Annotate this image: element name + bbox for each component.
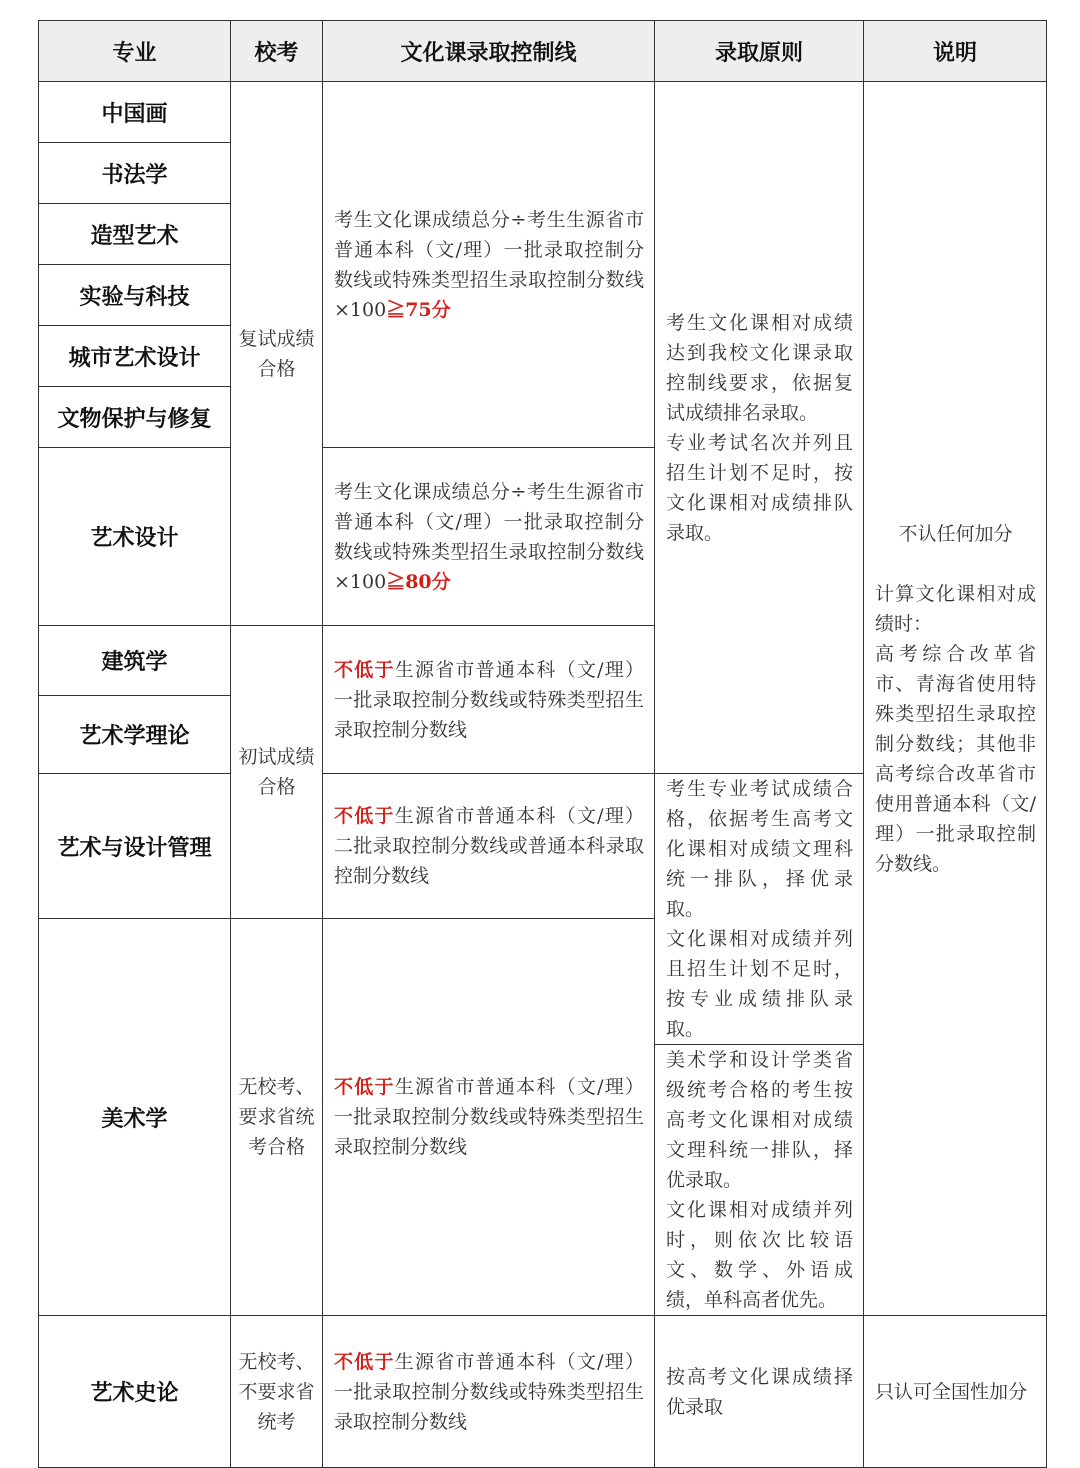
major-cell: 艺术史论 (39, 1316, 231, 1468)
table-row (39, 82, 1047, 143)
cultural-line-text: 生源省市普通本科（文/理）二批录取控制分数线或普通本科录取控制分数线 (334, 805, 644, 887)
note-cell: 只认可全国性加分 (864, 1316, 1047, 1468)
major-cell: 文物保护与修复 (39, 387, 231, 448)
principle-cell: 按高考文化课成绩择优录取 (655, 1316, 864, 1468)
cultural-line-value: ≧75分 (386, 298, 451, 321)
principle-cell: 美术学和设计学类省级统考合格的考生按高考文化课相对成绩文理科统一排队，择优录取。 文化课相对成绩并列时，则依次比较语文、数学、外语成绩，单科高者优先。 (655, 1045, 864, 1316)
cultural-line-cell (323, 448, 655, 626)
major-cell: 城市艺术设计 (39, 326, 231, 387)
principle-cell: 考生文化课相对成绩达到我校文化课录取控制线要求，依据复试成绩排名录取。 专业考试名次并列且招生计划不足时，按文化课相对成绩排队录取。 (655, 82, 864, 774)
cultural-line-lead: 不低于 (334, 1076, 395, 1098)
note-cell (864, 82, 1047, 1316)
table-row (39, 1316, 1047, 1468)
major-cell: 建筑学 (39, 626, 231, 696)
major-cell: 造型艺术 (39, 204, 231, 265)
header-row (39, 21, 1047, 82)
cultural-line-cell (323, 82, 655, 448)
admission-table (38, 20, 1047, 1468)
header-major: 专业 (39, 21, 231, 82)
cultural-line-cell (323, 919, 655, 1316)
header-principle: 录取原则 (655, 21, 864, 82)
cultural-line-cell (323, 1316, 655, 1468)
header-exam: 校考 (231, 21, 323, 82)
note-calculation: 计算文化课相对成绩时： 高考综合改革省市、青海省使用特殊类型招生录取控制分数线；其他非高考综合改革省市使用普通本科（文/理）一批录取控制分数线。 (875, 582, 1036, 875)
cultural-line-text: 考生文化课成绩总分÷考生生源省市普通本科（文/理）一批录取控制分数线或特殊类型招生录取控制分数线×100 (334, 208, 644, 321)
header-note: 说明 (864, 21, 1047, 82)
exam-cell: 初试成绩合格 (231, 626, 323, 919)
header-cultural-line: 文化课录取控制线 (323, 21, 655, 82)
exam-cell: 无校考、不要求省统考 (231, 1316, 323, 1468)
major-cell: 艺术学理论 (39, 696, 231, 774)
cultural-line-lead: 不低于 (334, 805, 395, 827)
admission-table-container (38, 20, 1046, 1468)
cultural-line-lead: 不低于 (334, 658, 395, 681)
note-no-bonus: 不认任何加分 (898, 522, 1013, 545)
major-cell: 书法学 (39, 143, 231, 204)
cultural-line-text: 生源省市普通本科（文/理）一批录取控制分数线或特殊类型招生录取控制分数线 (334, 1350, 644, 1433)
principle-cell: 考生专业考试成绩合格，依据考生高考文化课相对成绩文理科统一排队，择优录取。 文化课相对成绩并列且招生计划不足时，按专业成绩排队录取。 (655, 774, 864, 1045)
major-cell: 艺术与设计管理 (39, 774, 231, 919)
cultural-line-text: 生源省市普通本科（文/理）一批录取控制分数线或特殊类型招生录取控制分数线 (334, 658, 644, 741)
exam-cell: 复试成绩合格 (231, 82, 323, 626)
cultural-line-text: 考生文化课成绩总分÷考生生源省市普通本科（文/理）一批录取控制分数线或特殊类型招生录取控制分数线×100 (334, 480, 644, 593)
cultural-line-text: 生源省市普通本科（文/理）一批录取控制分数线或特殊类型招生录取控制分数线 (334, 1076, 644, 1158)
cultural-line-cell (323, 774, 655, 919)
cultural-line-cell (323, 626, 655, 774)
major-cell: 中国画 (39, 82, 231, 143)
cultural-line-value: ≧80分 (386, 570, 451, 593)
major-cell: 实验与科技 (39, 265, 231, 326)
major-cell: 艺术设计 (39, 448, 231, 626)
major-cell: 美术学 (39, 919, 231, 1316)
exam-cell: 无校考、要求省统考合格 (231, 919, 323, 1316)
cultural-line-lead: 不低于 (334, 1350, 395, 1373)
